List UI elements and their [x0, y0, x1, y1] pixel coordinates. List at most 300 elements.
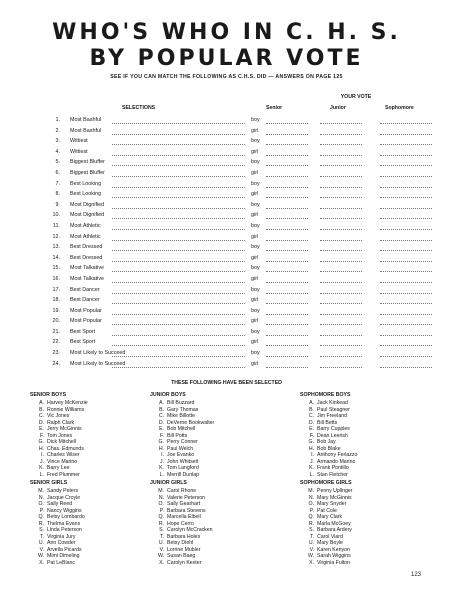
sophomore-vote-blank[interactable] — [380, 197, 432, 198]
entry-letter: K. — [309, 465, 314, 472]
entry-name: Barry Cupples — [317, 426, 350, 433]
selection-label: Most Bashful — [70, 127, 102, 134]
selection-label: Most Likely to Succeed — [70, 350, 126, 357]
senior-vote-blank[interactable] — [266, 176, 308, 177]
entry-name: John Whitsett — [167, 458, 199, 465]
entry-letter: O. — [308, 501, 314, 508]
dot-leader — [112, 176, 245, 177]
junior-vote-blank[interactable] — [320, 187, 362, 188]
entry-letter: E. — [159, 426, 164, 433]
entry-name: Jerry McGinnis — [47, 426, 82, 433]
sophomore-vote-blank[interactable] — [380, 282, 432, 283]
entry-name: Sarah Wiggins — [317, 553, 351, 560]
selection-row — [0, 221, 453, 232]
sophomore-vote-blank[interactable] — [380, 176, 432, 177]
selection-gender: boy — [251, 201, 260, 208]
entry-letter: S. — [159, 527, 164, 534]
selection-number: 12. — [52, 233, 60, 240]
group-title: JUNIOR BOYS — [150, 392, 186, 398]
entry-name: Thelma Evans — [47, 520, 81, 527]
entry-letter: F. — [159, 432, 164, 439]
junior-vote-blank[interactable] — [320, 134, 362, 135]
junior-vote-blank[interactable] — [320, 261, 362, 262]
selection-row — [0, 263, 453, 274]
entry-name: Ralph Clark — [47, 419, 75, 426]
dot-leader — [112, 345, 245, 346]
entry-letter: L. — [39, 472, 44, 479]
selection-label: Most Popular — [70, 318, 102, 325]
senior-vote-blank[interactable] — [266, 335, 308, 336]
group-title: SENIOR GIRLS — [30, 480, 68, 486]
entry-letter: A. — [159, 400, 164, 406]
sophomore-vote-blank[interactable] — [380, 356, 432, 357]
junior-vote-blank[interactable] — [320, 367, 362, 368]
entry-name: Bob Jay — [317, 439, 336, 446]
selection-number: 7. — [55, 180, 60, 187]
selection-label: Most Dignified — [70, 212, 105, 219]
entry-name: Gary Thomas — [167, 406, 199, 413]
selection-number: 8. — [55, 191, 60, 198]
senior-girls-list — [30, 480, 85, 567]
entry-name: Dean Leerish — [317, 432, 348, 439]
sophomore-vote-blank[interactable] — [380, 335, 432, 336]
selections-header: SELECTIONS — [122, 105, 156, 111]
selection-row — [0, 274, 453, 285]
senior-vote-blank[interactable] — [266, 187, 308, 188]
entry-name: Mary McGinnis — [317, 494, 352, 501]
sophomore-vote-blank[interactable] — [380, 345, 432, 346]
junior-column-header: Junior — [330, 105, 346, 111]
entry-name: Ronnie Williams — [47, 406, 85, 413]
entry-letter: A. — [39, 400, 44, 406]
senior-column-header: Senior — [266, 105, 283, 111]
senior-vote-blank[interactable] — [266, 303, 308, 304]
sophomore-vote-blank[interactable] — [380, 144, 432, 145]
entry-name: Sandy Peters — [47, 488, 79, 494]
entry-letter: M. — [308, 488, 314, 494]
entry-name: Tom Jones — [47, 432, 73, 439]
junior-vote-blank[interactable] — [320, 165, 362, 166]
senior-vote-blank[interactable] — [266, 314, 308, 315]
junior-vote-blank[interactable] — [320, 176, 362, 177]
junior-vote-blank[interactable] — [320, 324, 362, 325]
selection-number: 23. — [52, 350, 60, 357]
entry-name: Pat Cole — [317, 507, 337, 514]
selection-label: Most Likely to Succeed — [70, 360, 126, 367]
sophomore-vote-blank[interactable] — [380, 123, 432, 124]
selection-gender: girl — [251, 233, 259, 240]
junior-vote-blank[interactable] — [320, 356, 362, 357]
entry-name: Carolyn McCracken — [167, 527, 213, 534]
selection-label: Most Dignified — [70, 201, 105, 208]
dot-leader — [112, 356, 245, 357]
junior-vote-blank[interactable] — [320, 208, 362, 209]
senior-vote-blank[interactable] — [266, 229, 308, 230]
junior-vote-blank[interactable] — [320, 271, 362, 272]
entry-name: Ann Cowder — [47, 540, 76, 547]
entry-name: Tom Langford — [167, 465, 199, 472]
entry-name: Betsy Lombardo — [47, 514, 85, 521]
senior-vote-blank[interactable] — [266, 345, 308, 346]
sophomore-vote-blank[interactable] — [380, 218, 432, 219]
selection-label: Best Looking — [70, 191, 102, 198]
selection-row — [0, 306, 453, 317]
selection-label: Most Bashful — [70, 117, 102, 123]
selection-row — [0, 179, 453, 190]
entry-letter: O. — [38, 501, 44, 508]
selection-row — [0, 295, 453, 306]
sophomore-vote-blank[interactable] — [380, 250, 432, 251]
dot-leader — [112, 155, 245, 156]
entry-name: Linda Peterson — [47, 527, 82, 534]
entry-letter: N. — [38, 494, 44, 501]
entry-name: Sally Reed — [47, 501, 73, 508]
selection-label: Best Sport — [70, 328, 96, 335]
entry-name: Pat LeBlanc — [47, 560, 75, 567]
selection-gender: boy — [251, 244, 260, 251]
entry-name: Mimi Dimeling — [47, 553, 80, 560]
dot-leader — [112, 123, 245, 124]
selection-row — [0, 232, 453, 243]
entry-name: Harvey McKenzie — [47, 400, 88, 406]
selection-row — [0, 337, 453, 348]
entry-letter: V. — [159, 546, 164, 553]
selection-number: 13. — [52, 244, 60, 251]
junior-vote-blank[interactable] — [320, 155, 362, 156]
selection-gender: boy — [251, 138, 260, 145]
entry-name: Valerie Peterson — [167, 494, 205, 501]
entry-letter: I. — [41, 452, 44, 459]
entry-name: Armando Marino — [317, 458, 356, 465]
entry-letter: Q. — [308, 514, 314, 521]
sophomore-boys-list — [300, 392, 357, 479]
selection-row — [0, 157, 453, 168]
name-entry — [150, 472, 214, 479]
entry-letter: R. — [158, 520, 164, 527]
entry-name: Marla McGoey — [317, 520, 351, 527]
entry-name: Jacque Croyle — [47, 494, 81, 501]
selection-gender: girl — [251, 148, 259, 155]
sophomore-vote-blank[interactable] — [380, 165, 432, 166]
sophomore-vote-blank[interactable] — [380, 293, 432, 294]
entry-name: Virginia Jury — [47, 533, 76, 540]
senior-vote-blank[interactable] — [266, 367, 308, 368]
selection-gender: girl — [251, 127, 259, 134]
entry-name: Mary Clark — [317, 514, 343, 521]
senior-vote-blank[interactable] — [266, 261, 308, 262]
page-number: 123 — [411, 572, 422, 578]
selection-number: 11. — [52, 222, 60, 229]
name-entry — [300, 472, 357, 479]
entry-name: Frank Pontillo — [317, 465, 349, 472]
selection-row — [0, 210, 453, 221]
entry-name: Bill Potts — [167, 432, 188, 439]
junior-vote-blank[interactable] — [320, 314, 362, 315]
junior-vote-blank[interactable] — [320, 123, 362, 124]
junior-vote-blank[interactable] — [320, 240, 362, 241]
sophomore-vote-blank[interactable] — [380, 208, 432, 209]
sophomore-vote-blank[interactable] — [380, 271, 432, 272]
senior-vote-blank[interactable] — [266, 144, 308, 145]
entry-letter: N. — [158, 494, 164, 501]
your-vote-heading: YOUR VOTE — [340, 94, 372, 100]
entry-name: Mary Snyder — [317, 501, 347, 508]
selection-gender: boy — [251, 117, 260, 123]
dot-leader — [112, 208, 245, 209]
sophomore-vote-blank[interactable] — [380, 367, 432, 368]
sophomore-vote-blank[interactable] — [380, 155, 432, 156]
junior-vote-blank[interactable] — [320, 229, 362, 230]
entry-name: Barbara Holes — [167, 533, 201, 540]
entry-letter: L. — [159, 472, 164, 479]
sophomore-column-header: Sophomore — [385, 105, 414, 111]
dot-leader — [112, 229, 245, 230]
selection-label: Most Talkative — [70, 265, 105, 272]
selection-number: 14. — [52, 254, 60, 261]
senior-vote-blank[interactable] — [266, 123, 308, 124]
junior-vote-blank[interactable] — [320, 345, 362, 346]
selection-number: 4. — [55, 148, 60, 155]
sophomore-vote-blank[interactable] — [380, 314, 432, 315]
group-title: SENIOR BOYS — [30, 392, 67, 398]
senior-vote-blank[interactable] — [266, 240, 308, 241]
sophomore-vote-blank[interactable] — [380, 229, 432, 230]
entry-letter: V. — [309, 546, 314, 553]
selection-label: Best Dancer — [70, 297, 100, 304]
name-entry — [30, 560, 85, 567]
selection-number: 17. — [52, 286, 60, 293]
dot-leader — [112, 165, 245, 166]
dot-leader — [112, 303, 245, 304]
sophomore-vote-blank[interactable] — [380, 187, 432, 188]
sophomore-girls-list — [300, 480, 352, 567]
selection-number: 21. — [52, 328, 60, 335]
junior-vote-blank[interactable] — [320, 293, 362, 294]
dot-leader — [112, 282, 245, 283]
entry-letter: O. — [158, 501, 164, 508]
selection-number: 15. — [52, 265, 60, 272]
entry-name: Betsy Diehl — [167, 540, 194, 547]
selection-gender: boy — [251, 286, 260, 293]
selection-label: Best Dressed — [70, 254, 103, 261]
selection-row — [0, 348, 453, 359]
entry-name: Jim Freeland — [317, 413, 347, 420]
entry-name: Bill Betts — [317, 419, 338, 426]
senior-vote-blank[interactable] — [266, 324, 308, 325]
entry-letter: X. — [309, 560, 314, 567]
entry-name: Mary Boyle — [317, 540, 343, 547]
entry-letter: G. — [158, 439, 164, 446]
entry-name: Virginia Fulton — [317, 560, 351, 567]
dot-leader — [112, 187, 245, 188]
senior-vote-blank[interactable] — [266, 282, 308, 283]
sophomore-vote-blank[interactable] — [380, 240, 432, 241]
entry-letter: H. — [158, 445, 164, 452]
selection-number: 20. — [52, 318, 60, 325]
selection-label: Best Dressed — [70, 244, 103, 251]
senior-vote-blank[interactable] — [266, 293, 308, 294]
senior-vote-blank[interactable] — [266, 250, 308, 251]
junior-vote-blank[interactable] — [320, 282, 362, 283]
selection-label: Most Talkative — [70, 275, 105, 282]
selection-label: Most Popular — [70, 307, 102, 314]
selection-number: 2. — [55, 127, 60, 134]
entry-name: Bill Buzzard — [167, 400, 195, 406]
selection-label: Wittiest — [70, 138, 88, 145]
dot-leader — [112, 218, 245, 219]
selection-number: 22. — [52, 339, 60, 346]
selection-number: 16. — [52, 275, 60, 282]
senior-vote-blank[interactable] — [266, 356, 308, 357]
senior-vote-blank[interactable] — [266, 271, 308, 272]
junior-vote-blank[interactable] — [320, 197, 362, 198]
entry-letter: Q. — [38, 514, 44, 521]
dot-leader — [112, 335, 245, 336]
selection-row — [0, 359, 453, 370]
selection-gender: girl — [251, 254, 259, 261]
senior-vote-blank[interactable] — [266, 165, 308, 166]
selection-gender: girl — [251, 339, 259, 346]
entry-name: Karen Kenyon — [317, 546, 350, 553]
junior-vote-blank[interactable] — [320, 250, 362, 251]
dot-leader — [112, 271, 245, 272]
entry-letter: B. — [159, 406, 164, 413]
selection-label: Best Looking — [70, 180, 102, 187]
entry-letter: N. — [308, 494, 314, 501]
entry-name: Sally Gearhart — [167, 501, 201, 508]
entry-letter: J. — [159, 458, 164, 465]
entry-name: Lorrine Mubler — [167, 546, 201, 553]
entry-letter: L. — [309, 472, 314, 479]
entry-letter: R. — [38, 520, 44, 527]
entry-letter: R. — [308, 520, 314, 527]
entry-name: Susan Baeg — [167, 553, 196, 560]
selection-number: 5. — [55, 159, 60, 166]
entry-letter: A. — [309, 400, 314, 406]
entry-letter: B. — [39, 406, 44, 413]
selection-row — [0, 285, 453, 296]
dot-leader — [112, 324, 245, 325]
entry-name: Carol Viard — [317, 533, 343, 540]
name-entry — [150, 560, 213, 567]
junior-vote-blank[interactable] — [320, 218, 362, 219]
selection-gender: girl — [251, 318, 259, 325]
entry-letter: T. — [39, 533, 44, 540]
entry-name: Merrill Dunlap — [167, 472, 199, 479]
selection-gender: boy — [251, 222, 260, 229]
selection-row — [0, 115, 453, 126]
name-entry — [300, 560, 352, 567]
dot-leader — [112, 240, 245, 241]
dot-leader — [112, 250, 245, 251]
entry-letter: J. — [39, 458, 44, 465]
selection-gender: boy — [251, 180, 260, 187]
senior-vote-blank[interactable] — [266, 155, 308, 156]
entry-letter: T. — [309, 533, 314, 540]
selection-label: Most Athletic — [70, 233, 101, 240]
entry-letter: E. — [309, 426, 314, 433]
selection-gender: girl — [251, 297, 259, 304]
senior-vote-blank[interactable] — [266, 134, 308, 135]
selected-heading: THESE FOLLOWING HAVE BEEN SELECTED — [171, 380, 282, 386]
entry-letter: X. — [159, 560, 164, 567]
selection-label: Best Sport — [70, 339, 96, 346]
selection-number: 18. — [52, 297, 60, 304]
entry-name: Arvella Picards — [47, 546, 82, 553]
entry-letter: P. — [309, 507, 314, 514]
page-title: WHO'S WHO IN C. H. S. — [52, 20, 401, 45]
junior-vote-blank[interactable] — [320, 303, 362, 304]
entry-letter: B. — [309, 406, 314, 413]
sophomore-vote-blank[interactable] — [380, 324, 432, 325]
dot-leader — [112, 367, 245, 368]
entry-name: DeVerne Bookwalter — [167, 419, 215, 426]
entry-name: Bob Blake — [317, 445, 341, 452]
entry-name: Fred Plummer — [47, 472, 80, 479]
selection-gender: boy — [251, 307, 260, 314]
sophomore-vote-blank[interactable] — [380, 303, 432, 304]
entry-name: Barry Lee — [47, 465, 70, 472]
senior-vote-blank[interactable] — [266, 208, 308, 209]
entry-letter: I. — [311, 452, 314, 459]
selection-number: 24. — [52, 360, 60, 367]
entry-letter: V. — [39, 546, 44, 553]
selection-row — [0, 327, 453, 338]
entry-letter: G. — [38, 439, 44, 446]
group-title: JUNIOR GIRLS — [150, 480, 187, 486]
entry-letter: C. — [158, 413, 164, 420]
selection-label: Biggest Bluffer — [70, 169, 105, 176]
dot-leader — [112, 314, 245, 315]
entry-letter: S. — [309, 527, 314, 534]
entry-letter: F. — [309, 432, 314, 439]
entry-letter: Q. — [158, 514, 164, 521]
selection-row — [0, 126, 453, 137]
senior-vote-blank[interactable] — [266, 197, 308, 198]
entry-letter: E. — [39, 426, 44, 433]
entry-letter: H. — [38, 445, 44, 452]
selection-row — [0, 242, 453, 253]
selection-label: Wittiest — [70, 148, 88, 155]
sophomore-vote-blank[interactable] — [380, 134, 432, 135]
dot-leader — [112, 134, 245, 135]
junior-boys-list — [150, 392, 214, 479]
senior-vote-blank[interactable] — [266, 218, 308, 219]
entry-letter: P. — [159, 507, 164, 514]
entry-letter: T. — [159, 533, 164, 540]
page-subtitle-title: BY POPULAR VOTE — [89, 46, 364, 71]
entry-name: Mike Billotte — [167, 413, 195, 420]
entry-name: Bob Mitchell — [167, 426, 196, 433]
sophomore-vote-blank[interactable] — [380, 261, 432, 262]
junior-vote-blank[interactable] — [320, 335, 362, 336]
entry-letter: W. — [307, 553, 314, 560]
junior-vote-blank[interactable] — [320, 144, 362, 145]
entry-letter: W. — [37, 553, 44, 560]
entry-letter: M. — [38, 488, 44, 494]
entry-name: Carolyn Kester — [167, 560, 202, 567]
dot-leader — [112, 144, 245, 145]
entry-name: Hope Cerro — [167, 520, 194, 527]
instructions: SEE IF YOU CAN MATCH THE FOLLOWING AS C.H.S. DID — ANSWERS ON PAGE 125 — [110, 74, 343, 80]
entry-name: Charles Wiser — [47, 452, 80, 459]
selection-row — [0, 253, 453, 264]
selection-label: Most Athletic — [70, 222, 101, 229]
selection-gender: girl — [251, 212, 259, 219]
entry-letter: F. — [39, 432, 44, 439]
entry-letter: U. — [308, 540, 314, 547]
entry-letter: D. — [38, 419, 44, 426]
